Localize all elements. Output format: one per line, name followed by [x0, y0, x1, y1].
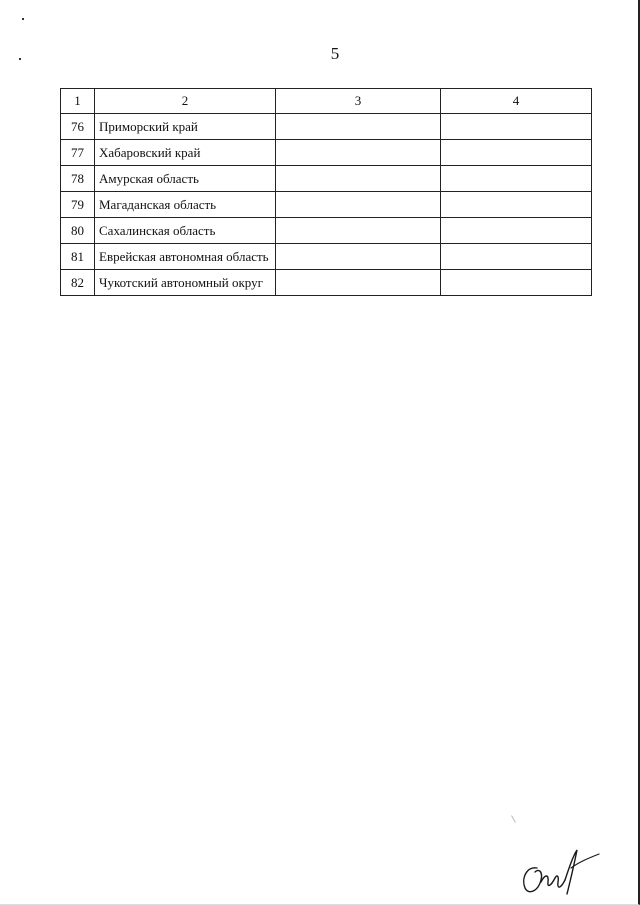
region-name: Приморский край: [95, 114, 276, 140]
row-number: 81: [61, 244, 95, 270]
regions-table: [60, 88, 592, 296]
cell-col4: [441, 192, 592, 218]
region-name: Амурская область: [95, 166, 276, 192]
row-number: 76: [61, 114, 95, 140]
cell-col4: [441, 166, 592, 192]
scan-speck: [22, 18, 24, 20]
region-name: Еврейская автономная область: [95, 244, 276, 270]
table-row: [61, 166, 592, 192]
cell-col4: [441, 244, 592, 270]
cell-col3: [276, 244, 441, 270]
cell-col3: [276, 166, 441, 192]
cell-col3: [276, 270, 441, 296]
table-row: [61, 114, 592, 140]
cell-col4: [441, 114, 592, 140]
cell-col4: [441, 218, 592, 244]
scan-mark: [511, 815, 516, 822]
table-row: [61, 218, 592, 244]
region-name: Чукотский автономный округ: [95, 270, 276, 296]
row-number: 78: [61, 166, 95, 192]
region-name: Хабаровский край: [95, 140, 276, 166]
cell-col3: [276, 114, 441, 140]
row-number: 79: [61, 192, 95, 218]
cell-col4: [441, 140, 592, 166]
column-header-4: 4: [441, 89, 592, 114]
region-name: Магаданская область: [95, 192, 276, 218]
table-row: [61, 192, 592, 218]
table-row: [61, 140, 592, 166]
column-header-1: 1: [61, 89, 95, 114]
table-row: [61, 244, 592, 270]
handwritten-signature: [515, 838, 605, 898]
region-name: Сахалинская область: [95, 218, 276, 244]
row-number: 77: [61, 140, 95, 166]
cell-col4: [441, 270, 592, 296]
row-number: 82: [61, 270, 95, 296]
table-header-row: [61, 89, 592, 114]
cell-col3: [276, 218, 441, 244]
page-number: 5: [330, 44, 340, 63]
column-header-2: 2: [95, 89, 276, 114]
column-header-3: 3: [276, 89, 441, 114]
cell-col3: [276, 192, 441, 218]
table-row: [61, 270, 592, 296]
cell-col3: [276, 140, 441, 166]
row-number: 80: [61, 218, 95, 244]
